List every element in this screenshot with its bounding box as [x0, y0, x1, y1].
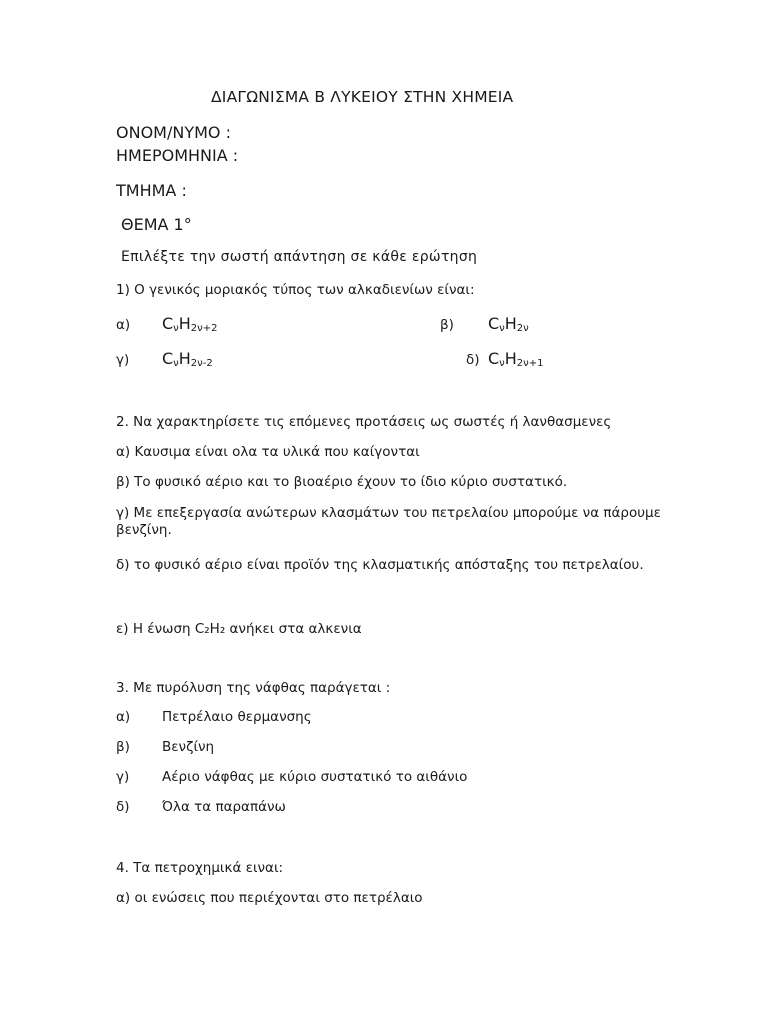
q4-option-a-text: α) οι ενώσεις που περιέχονται στο πετρέλαιο	[116, 890, 423, 906]
q1-option-b-label: β)	[440, 317, 454, 333]
q1-option-b-formula: $C_\nu H_{2\nu}$	[488, 314, 529, 334]
q3-option-d-label: δ)	[116, 799, 130, 815]
q3-option-d-text: Όλα τα παραπάνω	[162, 799, 286, 815]
q3-option-a-label: α)	[116, 709, 131, 725]
question-1-text: 1) Ο γενικός μοριακός τύπος των αλκαδιενίων είναι:	[116, 282, 475, 298]
q3-option-a-text: Πετρέλαιο θερμανσης	[162, 709, 312, 725]
class-field-label: ΤΜΗΜΑ :	[116, 181, 187, 200]
q3-option-c-label: γ)	[116, 769, 130, 785]
q1-option-d-formula: $C_\nu H_{2\nu+1}$	[488, 349, 544, 369]
q3-option-b-label: β)	[116, 739, 130, 755]
page-title: ΔΙΑΓΩΝΙΣΜΑ Β ΛΥΚΕΙΟΥ ΣΤΗΝ ΧΗΜΕΙΑ	[211, 88, 514, 106]
q1-option-a-formula: $C_\nu H_{2\nu+2}$	[162, 314, 218, 334]
q3-option-c-text: Αέριο νάφθας με κύριο συστατικό το αιθάνιο	[162, 769, 468, 785]
q2-statement-b: β) Το φυσικό αέριο και το βιοαέριο έχουν το ίδιο κύριο συστατικό.	[116, 474, 568, 490]
q2-statement-e: ε) Η ένωση C₂H₂ ανήκει στα αλκενια	[116, 621, 362, 637]
question-4-text: 4. Τα πετροχημικά ειναι:	[116, 860, 284, 876]
q1-option-c-formula: $C_\nu H_{2\nu-2}$	[162, 349, 213, 369]
q3-option-b-text: Βενζίνη	[162, 739, 215, 755]
q2-statement-a: α) Καυσιμα είναι ολα τα υλικά που καίγονται	[116, 444, 420, 460]
name-field-label: ΟΝΟΜ/ΝΥΜΟ :	[116, 123, 231, 142]
theme-heading: ΘΕΜΑ 1°	[121, 215, 192, 234]
q1-option-d-label: δ)	[466, 352, 480, 368]
date-field-label: ΗΜΕΡΟΜΗΝΙΑ :	[116, 146, 239, 165]
question-3-text: 3. Με πυρόλυση της νάφθας παράγεται :	[116, 680, 391, 696]
instruction-text: Επιλέξτε την σωστή απάντηση σε κάθε ερώτηση	[121, 249, 478, 265]
q2-statement-c: γ) Με επεξεργασία ανώτερων κλασμάτων του πετρελαίου μπορούμε να πάρουμε βενζίνη.	[116, 505, 661, 538]
question-2-text: 2. Να χαρακτηρίσετε τις επόμενες προτάσεις ως σωστές ή λανθασμενες	[116, 414, 612, 430]
q1-option-a-label: α)	[116, 317, 131, 333]
q2-statement-d: δ) το φυσικό αέριο είναι προϊόν της κλασματικής απόσταξης του πετρελαίου.	[116, 557, 644, 573]
q1-option-c-label: γ)	[116, 352, 130, 368]
